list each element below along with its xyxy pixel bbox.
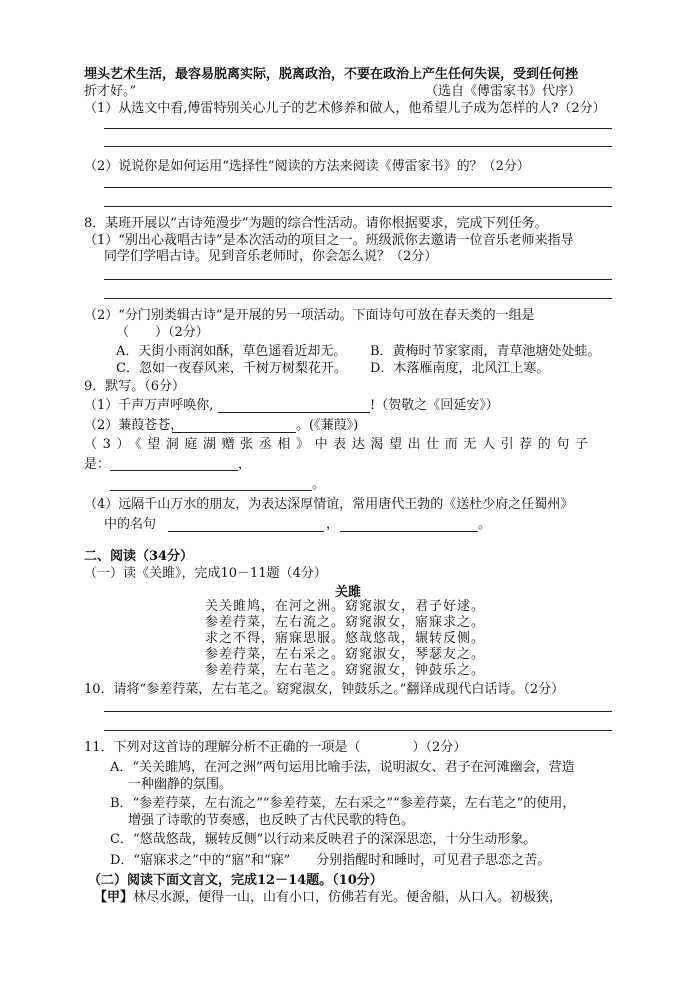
fill-blank[interactable] <box>340 531 478 532</box>
option-c: C．“悠哉悠哉，辗转反侧”以行动来反映君子的深深思恋，十分生动形象。 <box>110 832 537 847</box>
fill-blank[interactable] <box>172 432 296 433</box>
intro-line-1: 埋头艺术生活，最容易脱离实际，脱离政治，不要在政治上产生任何失误，受到任何挫 <box>84 67 579 82</box>
passage-jia-text: 林尽水源，便得一山，山有小口，仿佛若有光。便舍船，从口入。初极狭， <box>133 890 563 905</box>
question-9-heading: 9．默写。（6分） <box>84 379 186 394</box>
question-2: （2）说说你是如何运用“选择性”阅读的方法来阅读《傅雷家书》的？（2分） <box>84 159 530 174</box>
dictation-3-comma: ， <box>238 457 252 472</box>
dictation-4-period: 。 <box>478 517 492 532</box>
question-11-heading: 11．下列对这首诗的理解分析不正确的一项是（ ）（2分） <box>84 740 467 755</box>
section-2-heading: 二、阅读（34分） <box>84 549 194 564</box>
dictation-1-suffix: !（贺敬之《回延安》） <box>370 398 499 413</box>
intro-line-2: 折才好。” <box>84 84 137 99</box>
dictation-2-suffix: 。(《蒹葭》) <box>296 418 359 433</box>
dictation-4-line-1: （4）远隔千山万水的朋友，为表达深厚情谊，常用唐代王勃的《送杜少府之任蜀州》 <box>84 497 574 512</box>
dictation-1-prefix: （1）千声万声呼唤你, <box>84 398 214 413</box>
dictation-3-period: 。 <box>312 477 326 492</box>
fill-blank[interactable] <box>218 412 370 413</box>
option-c: C．忽如一夜春风来，千树万树梨花开。 <box>116 361 347 376</box>
answer-line[interactable] <box>104 146 612 147</box>
passage-jia <box>94 889 562 906</box>
question-1: （1）从选文中看,傅雷特别关心儿子的艺术修养和做人，他希望儿子成为怎样的人?（2分） <box>84 101 606 116</box>
fill-blank[interactable] <box>168 531 324 532</box>
answer-line[interactable] <box>104 206 612 207</box>
answer-line[interactable] <box>104 298 612 299</box>
option-b-line-2: 增强了诗歌的节奏感，也反映了古代民歌的特色。 <box>128 813 415 828</box>
fill-blank[interactable] <box>110 470 238 471</box>
dictation-3-label: 是： <box>84 457 111 472</box>
question-8-2-line-2: （ ）（2分） <box>116 325 209 340</box>
option-b: B．黄梅时节家家雨，青草池塘处处蛙。 <box>370 344 601 359</box>
dictation-4-comma: ， <box>326 517 340 532</box>
poem-title: 关雎 <box>334 585 361 600</box>
passage-jia-tag: 【甲】 <box>94 890 134 905</box>
dictation-3-line-1: （3）《望洞庭湖赠张丞相》中表达渴望出仕而无人引荐的句子 <box>84 437 594 452</box>
poem-line-2: 参差荇菜，左右流之。窈窕淑女，寤寐求之。 <box>205 615 486 630</box>
question-8-1-line-2: 同学们学唱古诗。见到音乐老师时，你会怎么说？（2分） <box>104 249 438 264</box>
subsection-1-heading: （一）读《关雎》，完成10－11题（4分） <box>84 566 327 581</box>
question-10: 10．请将“参差荇菜，左右芼之。窈窕淑女，钟鼓乐之。”翻译成现代白话诗。（2分） <box>84 682 565 697</box>
question-8-1-line-1: （1）“别出心裁唱古诗”是本次活动的项目之一。班级派你去邀请一位音乐老师来指导 <box>84 233 574 248</box>
poem-line-3: 求之不得，寤寐思服。悠哉悠哉，辗转反侧。 <box>205 631 486 646</box>
source-note: （选自《傅雷家书》代序） <box>425 84 582 99</box>
option-d: D．木落雁南度，北风江上寒。 <box>370 361 550 376</box>
answer-line[interactable] <box>104 279 612 280</box>
poem-line-1: 关关雎鸠，在河之洲。窈窕淑女，君子好逑。 <box>205 599 486 614</box>
answer-line[interactable] <box>104 187 612 188</box>
option-d: D．“寤寐求之”中的“寤”和“寐” 分别指醒时和睡时，可见君子思恋之苦。 <box>110 853 551 868</box>
question-8-2-line-1: （2）“分门别类辑古诗”是开展的另一项活动。下面诗句可放在春天类的一组是 <box>84 308 535 323</box>
question-8-heading: 8．某班开展以“古诗苑漫步”为题的综合性活动。请你根据要求，完成下列任务。 <box>84 216 548 231</box>
dictation-2-prefix: （2）蒹葭苍苍， <box>84 418 184 433</box>
answer-line[interactable] <box>104 128 612 129</box>
option-a-line-2: 一种幽静的氛围。 <box>128 777 233 792</box>
option-a: A．天街小雨润如酥，草色遥看近却无。 <box>116 344 347 359</box>
subsection-2-heading: （二）阅读下面文言文，完成12－14题。（10分） <box>88 873 383 888</box>
dictation-4-label: 中的名句 <box>104 517 157 532</box>
poem-line-5: 参差荇菜，左右芼之。窈窕淑女，钟鼓乐之。 <box>205 663 486 678</box>
answer-line[interactable] <box>104 711 612 712</box>
fill-blank[interactable] <box>110 490 312 491</box>
poem-line-4: 参差荇菜，左右采之。窈窕淑女，琴瑟友之。 <box>205 647 486 662</box>
option-b-line-1: B．“参差荇菜，左右流之”“参差荇菜，左右采之”“参差荇菜，左右芼之”的使用， <box>110 796 576 811</box>
answer-line[interactable] <box>104 730 612 731</box>
option-a-line-1: A．“关关雎鸠，在河之洲”两句运用比喻手法，说明淑女、君子在河滩幽会，营造 <box>110 760 575 775</box>
